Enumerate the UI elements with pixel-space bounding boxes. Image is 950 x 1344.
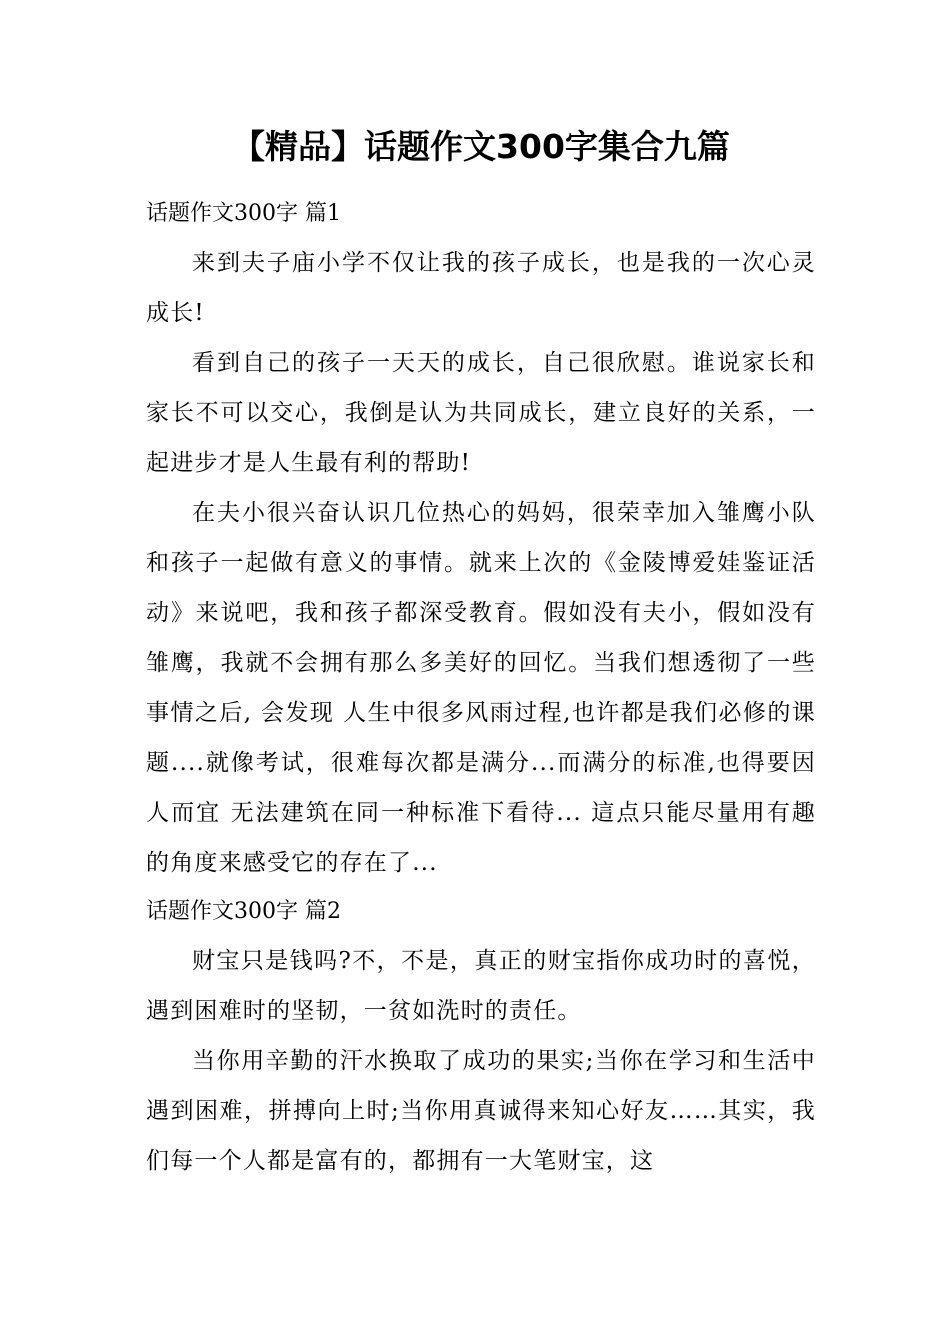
section-heading: 话题作文300字 篇1	[146, 201, 341, 226]
paragraph: 当你用辛勤的汗水换取了成功的果实;当你在学习和生活中遇到困难，拼搏向上时;当你用真诚得来知心好友……其实，我们每一个人都是富有的，都拥有一大笔财宝，这	[146, 1048, 816, 1174]
paragraph: 在夫小很兴奋认识几位热心的妈妈，很荣幸加入雏鹰小队和孩子一起做有意义的事情。就来上次的《金陵博爱娃鉴证活动》来说吧，我和孩子都深受教育。假如没有夫小，假如没有雏鹰，我就不会拥有那么多美好的回忆。当我们想透彻了一些事情之后, 会发现 人生中很多风雨过程,也许都是我们必修的课题....就像考试，很难每次都是满分...而满分的标准,也得要因人而宜 无法建筑在同一种标准下看待... 這点只能尽量用有趣的角度来感受它的存在了...	[146, 500, 816, 876]
essay-section-2	[146, 888, 816, 1186]
paragraph: 来到夫子庙小学不仅让我的孩子成长，也是我的一次心灵成长!	[146, 250, 816, 326]
essay-section-1	[146, 190, 816, 888]
paragraph: 看到自己的孩子一天天的成长，自己很欣慰。谁说家长和家长不可以交心，我倒是认为共同成长，建立良好的关系，一起进步才是人生最有利的帮助!	[146, 350, 816, 476]
section-heading: 话题作文300字 篇2	[146, 899, 341, 924]
document-title: 【精品】话题作文300字集合九篇	[232, 127, 730, 166]
paragraph: 财宝只是钱吗?不，不是，真正的财宝指你成功时的喜悦，遇到困难时的坚韧，一贫如洗时的责任。	[146, 948, 816, 1024]
